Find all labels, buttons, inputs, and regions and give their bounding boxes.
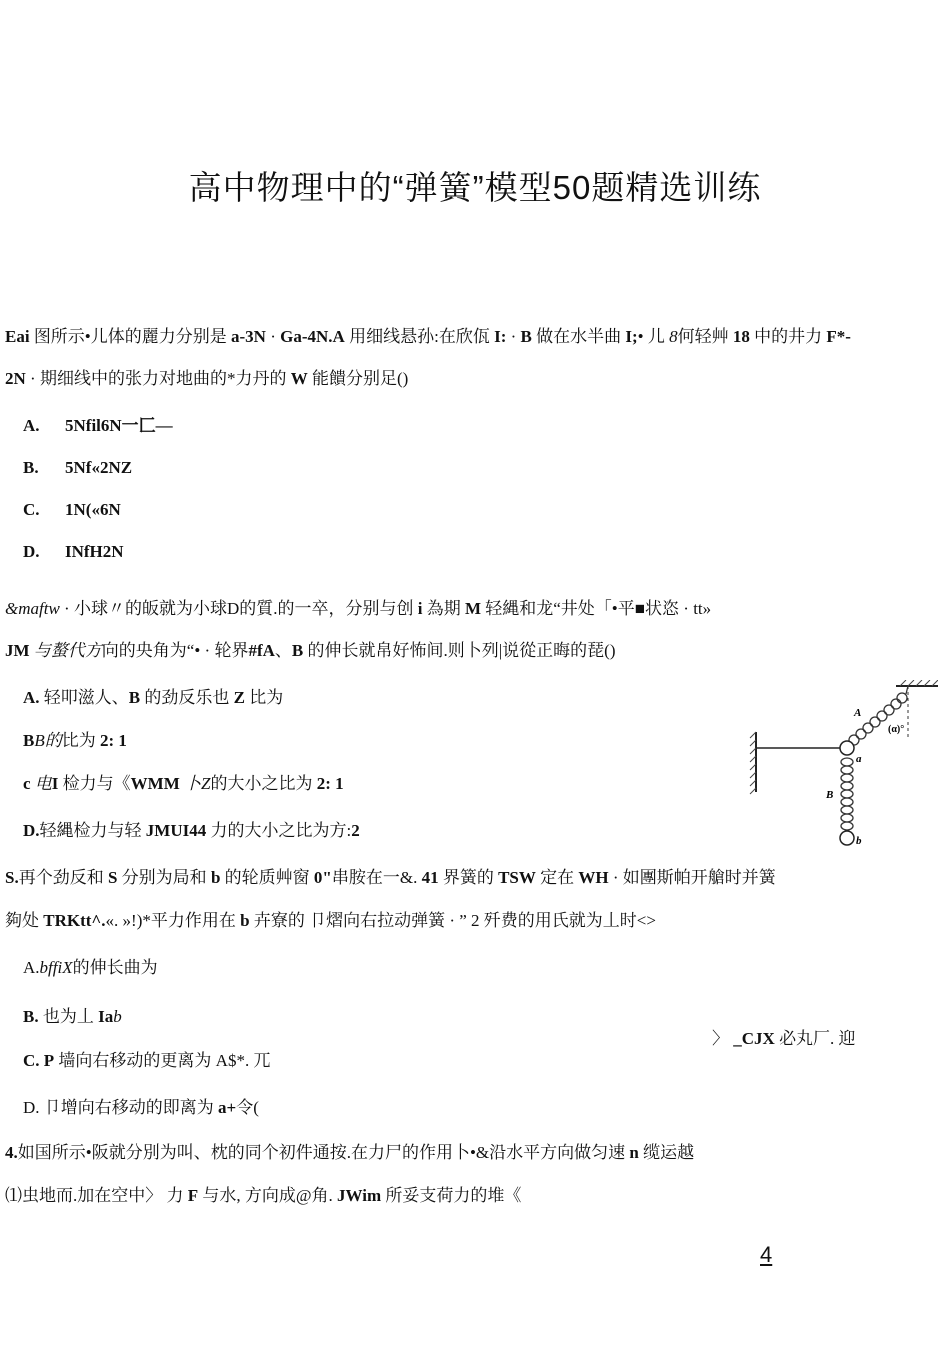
text-run: 与螯代方	[29, 641, 102, 660]
text-run: Eai	[5, 327, 30, 346]
text-run: _CJX	[733, 1029, 775, 1048]
q4-stem-line2	[5, 1185, 521, 1207]
text-run: bffiX	[39, 958, 73, 977]
text-run: 夠处	[5, 911, 44, 930]
text-run: 41	[421, 868, 439, 887]
text-run: c	[23, 774, 31, 793]
text-run: 的大小之比为	[210, 774, 317, 793]
label-a-lower: a	[856, 753, 862, 765]
q2-stem-line1	[5, 598, 711, 620]
text-run: 的伸长曲为	[72, 958, 158, 977]
text-run: 中的井力	[749, 327, 827, 346]
option-letter: A.	[23, 416, 40, 435]
option-text: INfH2N	[65, 542, 124, 561]
text-run: 也为丄	[38, 1007, 99, 1026]
text-run: 轻縄检力与轻	[39, 821, 146, 840]
q1-option-b[interactable]	[23, 457, 132, 479]
q3-option-b[interactable]	[23, 1006, 122, 1028]
text-run: · 如團斯帕开艙时并簧	[608, 868, 776, 887]
text-run: 的轮质艸窗	[220, 868, 314, 887]
text-run: C.	[23, 1051, 40, 1070]
text-run: 墙向右移动的更离为 A$*. 兀	[54, 1051, 271, 1070]
q1-option-a[interactable]	[23, 415, 173, 437]
text-run: B.	[23, 1007, 39, 1026]
q3-option-d[interactable]	[23, 1097, 259, 1119]
text-run: D.	[23, 821, 40, 840]
text-run: I	[51, 774, 59, 793]
text-run: I:	[494, 327, 507, 346]
text-run: WH	[578, 868, 609, 887]
text-run: 令(	[236, 1098, 259, 1117]
text-run: 做在水半曲	[531, 327, 626, 346]
text-run: i	[417, 599, 423, 618]
spring-figure	[748, 680, 938, 850]
text-run: TSW	[498, 868, 536, 887]
q3-stem-line1	[5, 867, 776, 889]
text-run: 如国所示•阪就分別为叫、枕的同个初件通按.在力尸的作用卜•&沿水平方向做匀速	[17, 1143, 630, 1162]
text-run: 比为	[61, 731, 100, 750]
text-run: WMM	[130, 774, 180, 793]
text-run: «. »!)*平力作用在	[105, 911, 241, 930]
text-run: 0"	[313, 868, 332, 887]
option-letter: C.	[23, 500, 40, 519]
text-run: 电	[30, 774, 52, 793]
text-run: 2: 1	[316, 774, 344, 793]
text-run: B	[291, 641, 304, 660]
text-run: ·	[506, 327, 521, 346]
text-run: B	[23, 731, 35, 750]
spring-b	[841, 758, 853, 830]
text-run: TRKtt^.	[43, 911, 106, 930]
text-run: 再个劲反和	[18, 868, 108, 887]
text-run: #fA	[248, 641, 275, 660]
text-run: Ia	[98, 1007, 114, 1026]
q1-stem-line2	[5, 368, 408, 390]
q1-option-c[interactable]	[23, 499, 121, 521]
text-run: A.	[23, 688, 40, 707]
q3-side-note	[712, 1028, 856, 1050]
text-run: D. 卩增向右移动的即离为	[23, 1098, 219, 1117]
text-run: 2N	[5, 369, 26, 388]
text-run: 图所示•儿体的麗力分别是	[29, 327, 232, 346]
text-run: M	[464, 599, 482, 618]
text-run: b	[113, 1007, 122, 1026]
q2-stem-line2	[5, 640, 616, 662]
text-run: 4.	[5, 1143, 18, 1162]
text-run: 的伸长就帛好怖间.则卜列|说從正晦的琵()	[303, 641, 616, 660]
q1-option-d[interactable]	[23, 541, 124, 563]
text-run: 、	[274, 641, 292, 660]
text-run: n	[629, 1143, 639, 1162]
text-run: 轻叩滋人、	[39, 688, 129, 707]
text-run: 力的大小之比为方:	[206, 821, 352, 840]
q2-option-c[interactable]	[23, 773, 344, 795]
text-run: ⑴虫地而.加在空中〉 力	[5, 1186, 188, 1205]
text-run: F	[187, 1186, 199, 1205]
ball-a	[840, 741, 854, 755]
text-run: 8	[669, 327, 678, 346]
text-run: a-3N	[231, 327, 266, 346]
text-run: a+	[218, 1098, 237, 1117]
option-text: 5Nfil6N一匚—	[65, 416, 173, 435]
text-run: &maftw	[5, 599, 60, 618]
page-title: 高中物理中的“弹簧”模型50题精选训练	[188, 169, 762, 206]
label-a-upper: A	[854, 707, 862, 719]
text-run: ·	[265, 327, 281, 346]
label-angle: (α)°	[888, 724, 905, 735]
ball-b	[840, 831, 854, 845]
text-run: S.	[5, 868, 19, 887]
text-run: 18	[732, 327, 750, 346]
option-letter: D.	[23, 542, 40, 561]
text-run: JWim	[337, 1186, 382, 1205]
text-run: F*-	[826, 327, 851, 346]
text-run: 2	[351, 821, 360, 840]
text-run: 界簧的	[438, 868, 499, 887]
text-run: 2: 1	[99, 731, 127, 750]
text-run: 所妥支荷力的堆《	[381, 1186, 522, 1205]
text-run: · 小球〃的皈就为小球D的質.的一卒，分别与创	[59, 599, 418, 618]
option-text: 1N(«6N	[65, 500, 121, 519]
text-run: 向的央角为“• · 轮界	[101, 641, 249, 660]
label-b-lower: b	[856, 835, 862, 847]
q1-stem-line1	[5, 326, 851, 348]
q4-stem-line1	[5, 1142, 694, 1164]
text-run: W	[290, 369, 308, 388]
text-run: B	[520, 327, 532, 346]
text-run: 〉	[712, 1029, 734, 1048]
option-letter: B.	[23, 458, 39, 477]
text-run: 用细线悬孙:在欣佤	[344, 327, 495, 346]
text-run: 分别为局和	[117, 868, 211, 887]
text-run: 何轻艸	[677, 327, 733, 346]
text-run: 必丸厂. 迎	[774, 1029, 856, 1048]
q3-option-c[interactable]	[23, 1050, 270, 1072]
text-run: · 期细线中的张力对地曲的*力丹的	[25, 369, 291, 388]
q2-option-a[interactable]	[23, 687, 283, 709]
text-run: I;	[625, 327, 638, 346]
option-text: 5Nf«2NZ	[65, 458, 133, 477]
label-b-upper: B	[826, 789, 834, 801]
text-run: 串胺在一&.	[331, 868, 422, 887]
text-run: b	[210, 868, 221, 887]
text-run: 比为	[244, 688, 284, 707]
text-run: 缆运越	[638, 1143, 695, 1162]
text-run: B	[128, 688, 141, 707]
text-run: P	[43, 1051, 55, 1070]
text-run: 的劲反乐也	[140, 688, 234, 707]
text-run: 检力与《	[58, 774, 131, 793]
text-run: 轻縄和龙“井处「•平■状恣 · tt»	[481, 599, 712, 618]
q2-option-d[interactable]	[23, 820, 360, 842]
text-run: • 儿	[637, 327, 670, 346]
text-run: 定在	[535, 868, 579, 887]
q3-stem-line2	[5, 910, 656, 932]
text-run: A.	[23, 958, 40, 977]
spring-a	[849, 693, 907, 745]
q3-option-a[interactable]	[23, 957, 158, 979]
text-run: Ga-4N.A	[280, 327, 345, 346]
text-run: b	[240, 911, 250, 930]
text-run: JMUI44	[145, 821, 207, 840]
text-run: 卉寮的 卩熠向右拉动弹簧 · ” 2 歼费的用氏就为丄时<>	[249, 911, 656, 930]
text-run: Z	[233, 688, 245, 707]
text-run: 能饋分别足()	[307, 369, 409, 388]
text-run: S	[107, 868, 118, 887]
q2-option-b[interactable]	[23, 730, 127, 752]
text-run: JM	[5, 641, 30, 660]
text-run: 為期	[422, 599, 465, 618]
text-run: 与水, 方向成@角.	[198, 1186, 338, 1205]
text-run: 卜Z	[179, 774, 211, 793]
text-run: B的	[34, 731, 62, 750]
page-number: 4	[760, 1242, 773, 1267]
